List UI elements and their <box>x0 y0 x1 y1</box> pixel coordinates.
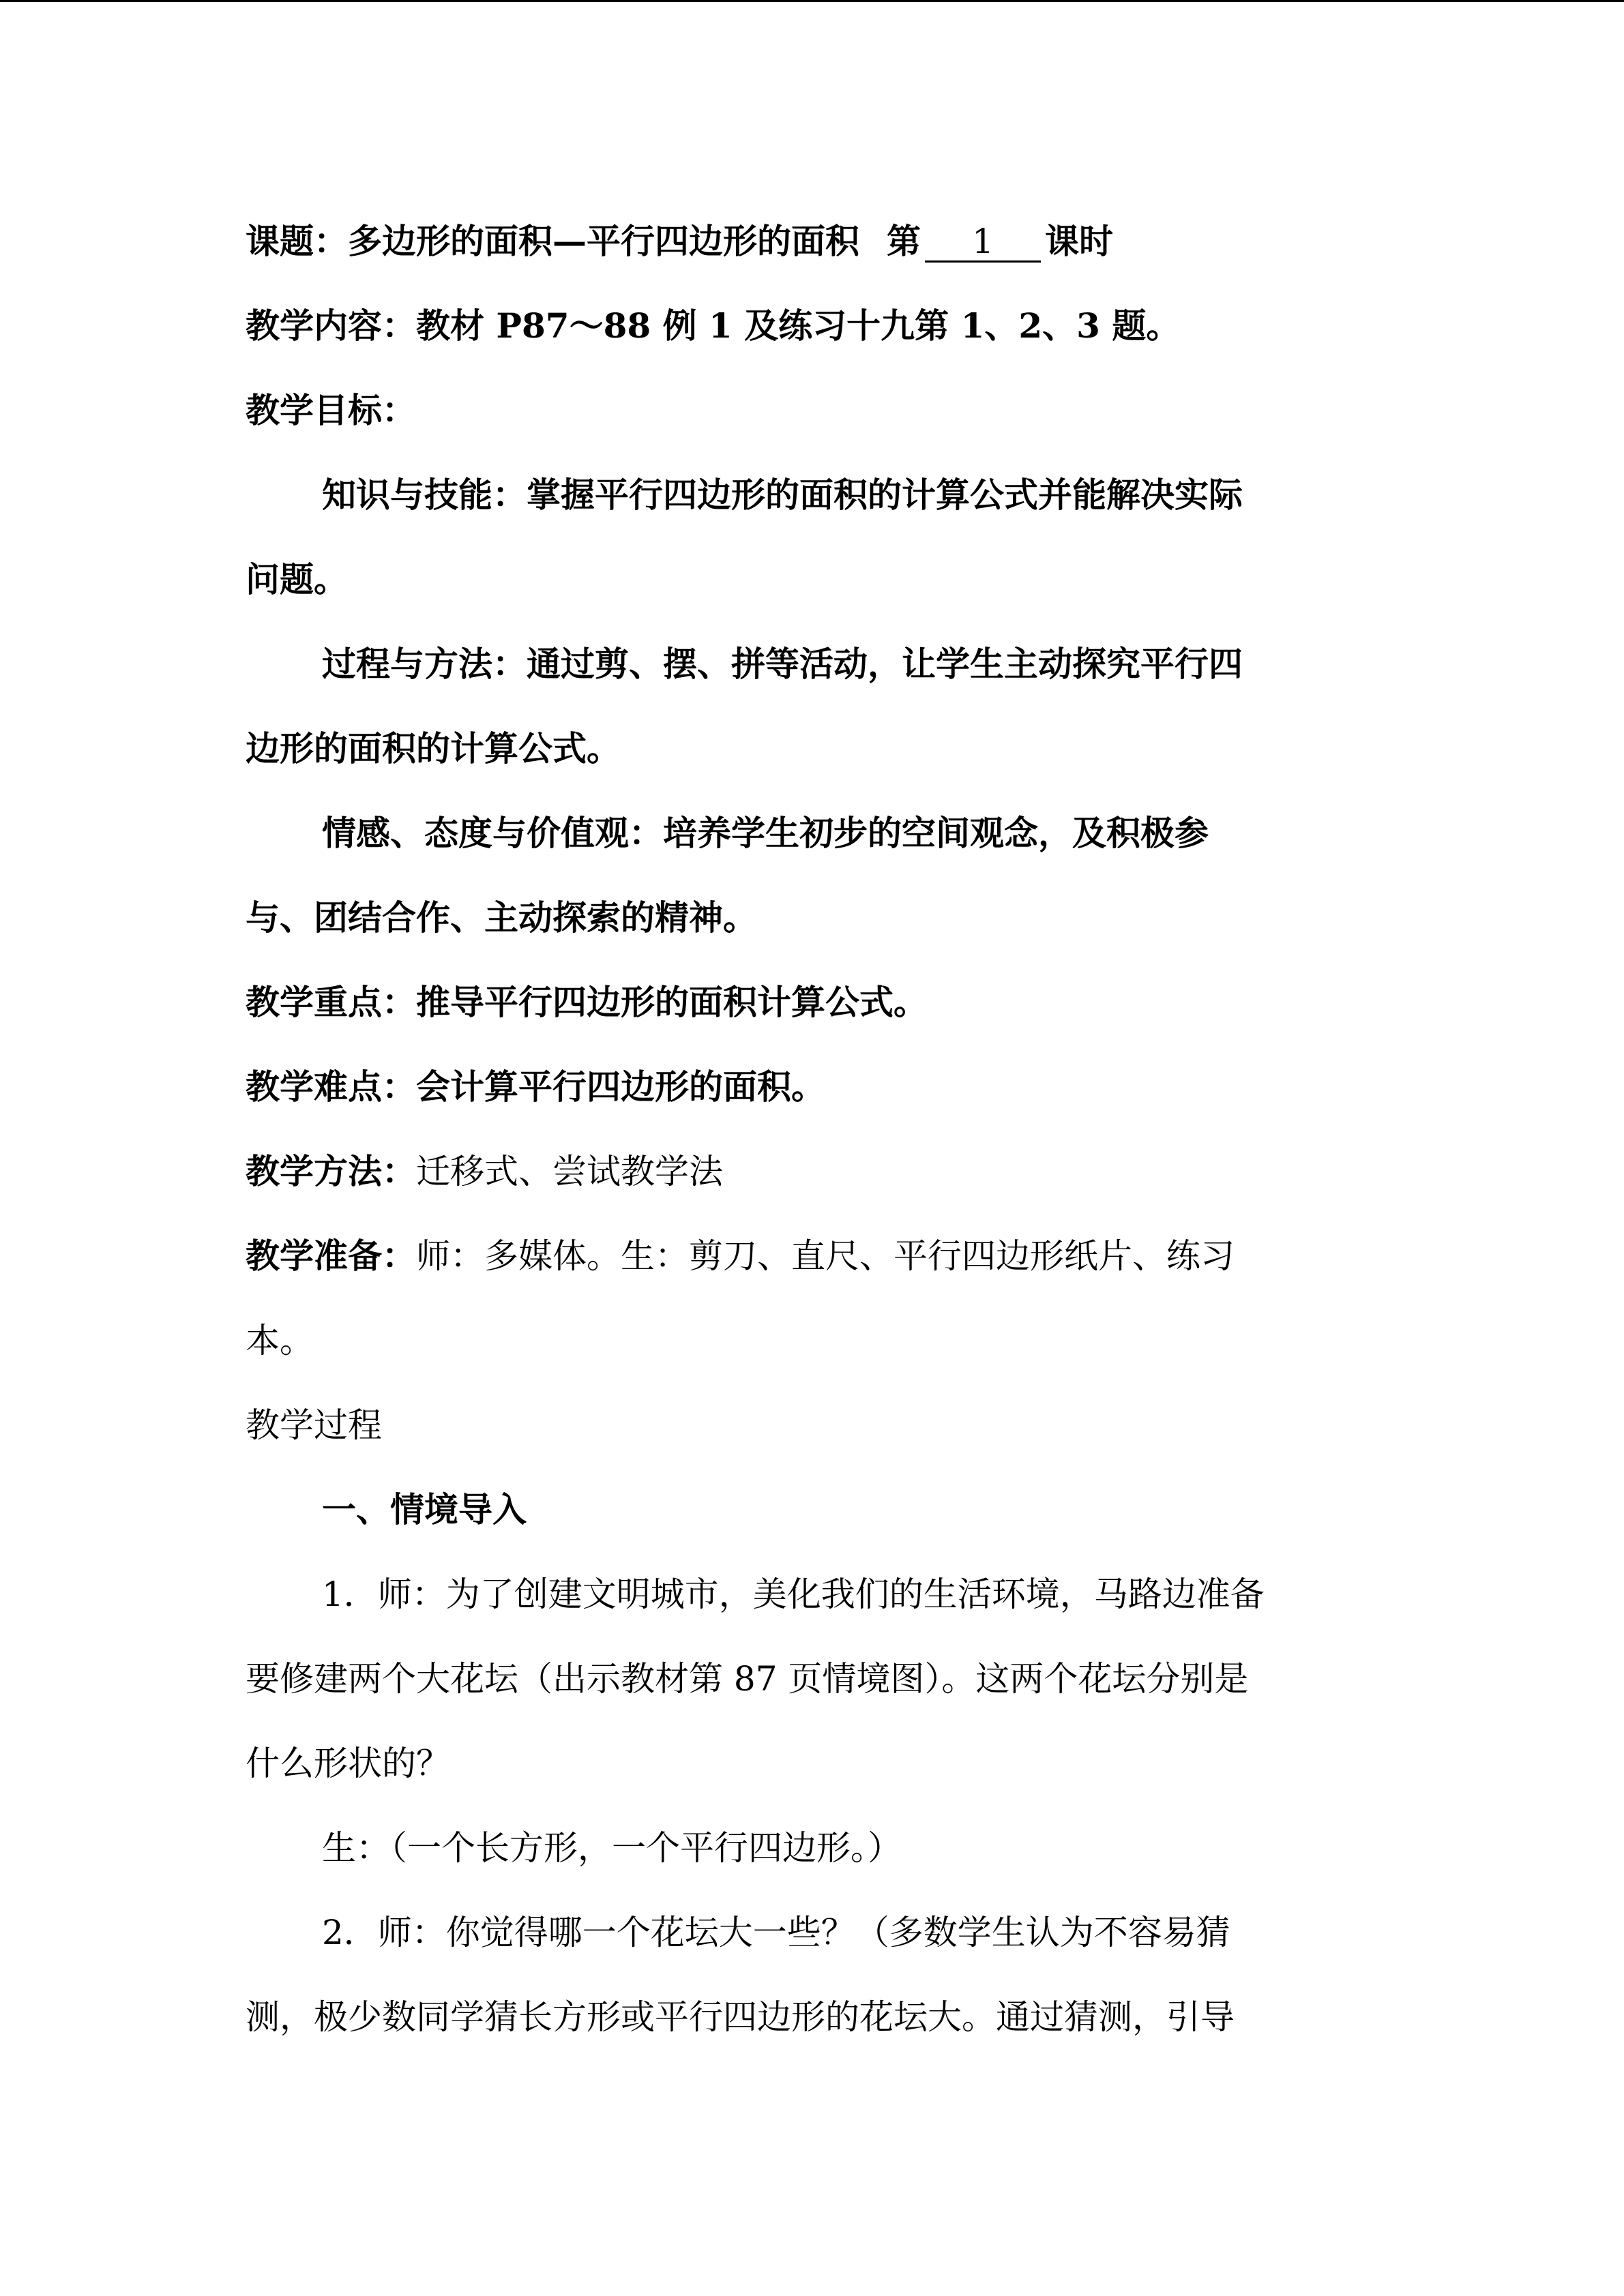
objectives-label: 教学目标： <box>246 390 416 430</box>
difficulty-line: 教学难点：会计算平行四边形的面积。 <box>246 1067 825 1107</box>
paragraph1-line3: 什么形状的？ <box>246 1744 450 1783</box>
preparation-line1 <box>246 1214 1378 1298</box>
content-label: 教学内容： <box>246 305 416 346</box>
content-text: 教材 P87～88 例 1 及练习十九第 1、2、3 题。 <box>416 305 1181 346</box>
document-page <box>246 199 1378 2059</box>
section1-heading: 一、情境导入 <box>322 1489 527 1530</box>
method-text: 迁移式、尝试教学法 <box>416 1152 723 1191</box>
preparation-label: 教学准备： <box>246 1236 416 1276</box>
method-label: 教学方法： <box>246 1151 416 1191</box>
process-heading: 教学过程 <box>246 1405 382 1445</box>
lesson-title-line <box>246 199 1378 284</box>
period-suffix: 课时 <box>1045 221 1113 261</box>
preparation-line2: 本。 <box>246 1321 314 1360</box>
objective-process-line2: 边形的面积的计算公式。 <box>246 728 621 769</box>
top-border-rule <box>0 0 1624 2</box>
objective-process-line1: 过程与方法：通过剪、摆、拼等活动，让学生主动探究平行四 <box>322 644 1243 684</box>
period-number: 1 <box>925 222 1041 263</box>
paragraph1-line1: 1．师：为了创建文明城市，美化我们的生活环境，马路边准备 <box>322 1575 1265 1614</box>
teaching-method-line <box>246 1129 1378 1214</box>
teaching-content-line <box>246 284 1378 368</box>
objective-knowledge-line2: 问题。 <box>246 559 348 599</box>
objective-emotion-line1: 情感、态度与价值观：培养学生初步的空间观念，及积极参 <box>322 813 1209 853</box>
objective-knowledge-line1: 知识与技能：掌握平行四边形的面积的计算公式并能解决实际 <box>322 475 1243 515</box>
paragraph3-line1: 2．师：你觉得哪一个花坛大一些？（多数学生认为不容易猜 <box>322 1913 1230 1952</box>
objective-emotion-line2: 与、团结合作、主动探索的精神。 <box>246 897 757 938</box>
paragraph1-line2: 要修建两个大花坛（出示教材第 87 页情境图）。这两个花坛分别是 <box>246 1659 1249 1699</box>
period-prefix: 第 <box>887 221 921 261</box>
paragraph3-line2: 测，极少数同学猜长方形或平行四边形的花坛大。通过猜测，引导 <box>246 1997 1235 2037</box>
topic-text: 多边形的面积—平行四边形的面积 <box>348 221 859 261</box>
key-point-line: 教学重点：推导平行四边形的面积计算公式。 <box>246 982 928 1022</box>
paragraph2-line: 生：（一个长方形，一个平行四边形。） <box>322 1828 902 1868</box>
preparation-text-line1: 师：多媒体。生：剪刀、直尺、平行四边形纸片、练习 <box>416 1236 1235 1276</box>
topic-label: 课题： <box>246 221 348 261</box>
